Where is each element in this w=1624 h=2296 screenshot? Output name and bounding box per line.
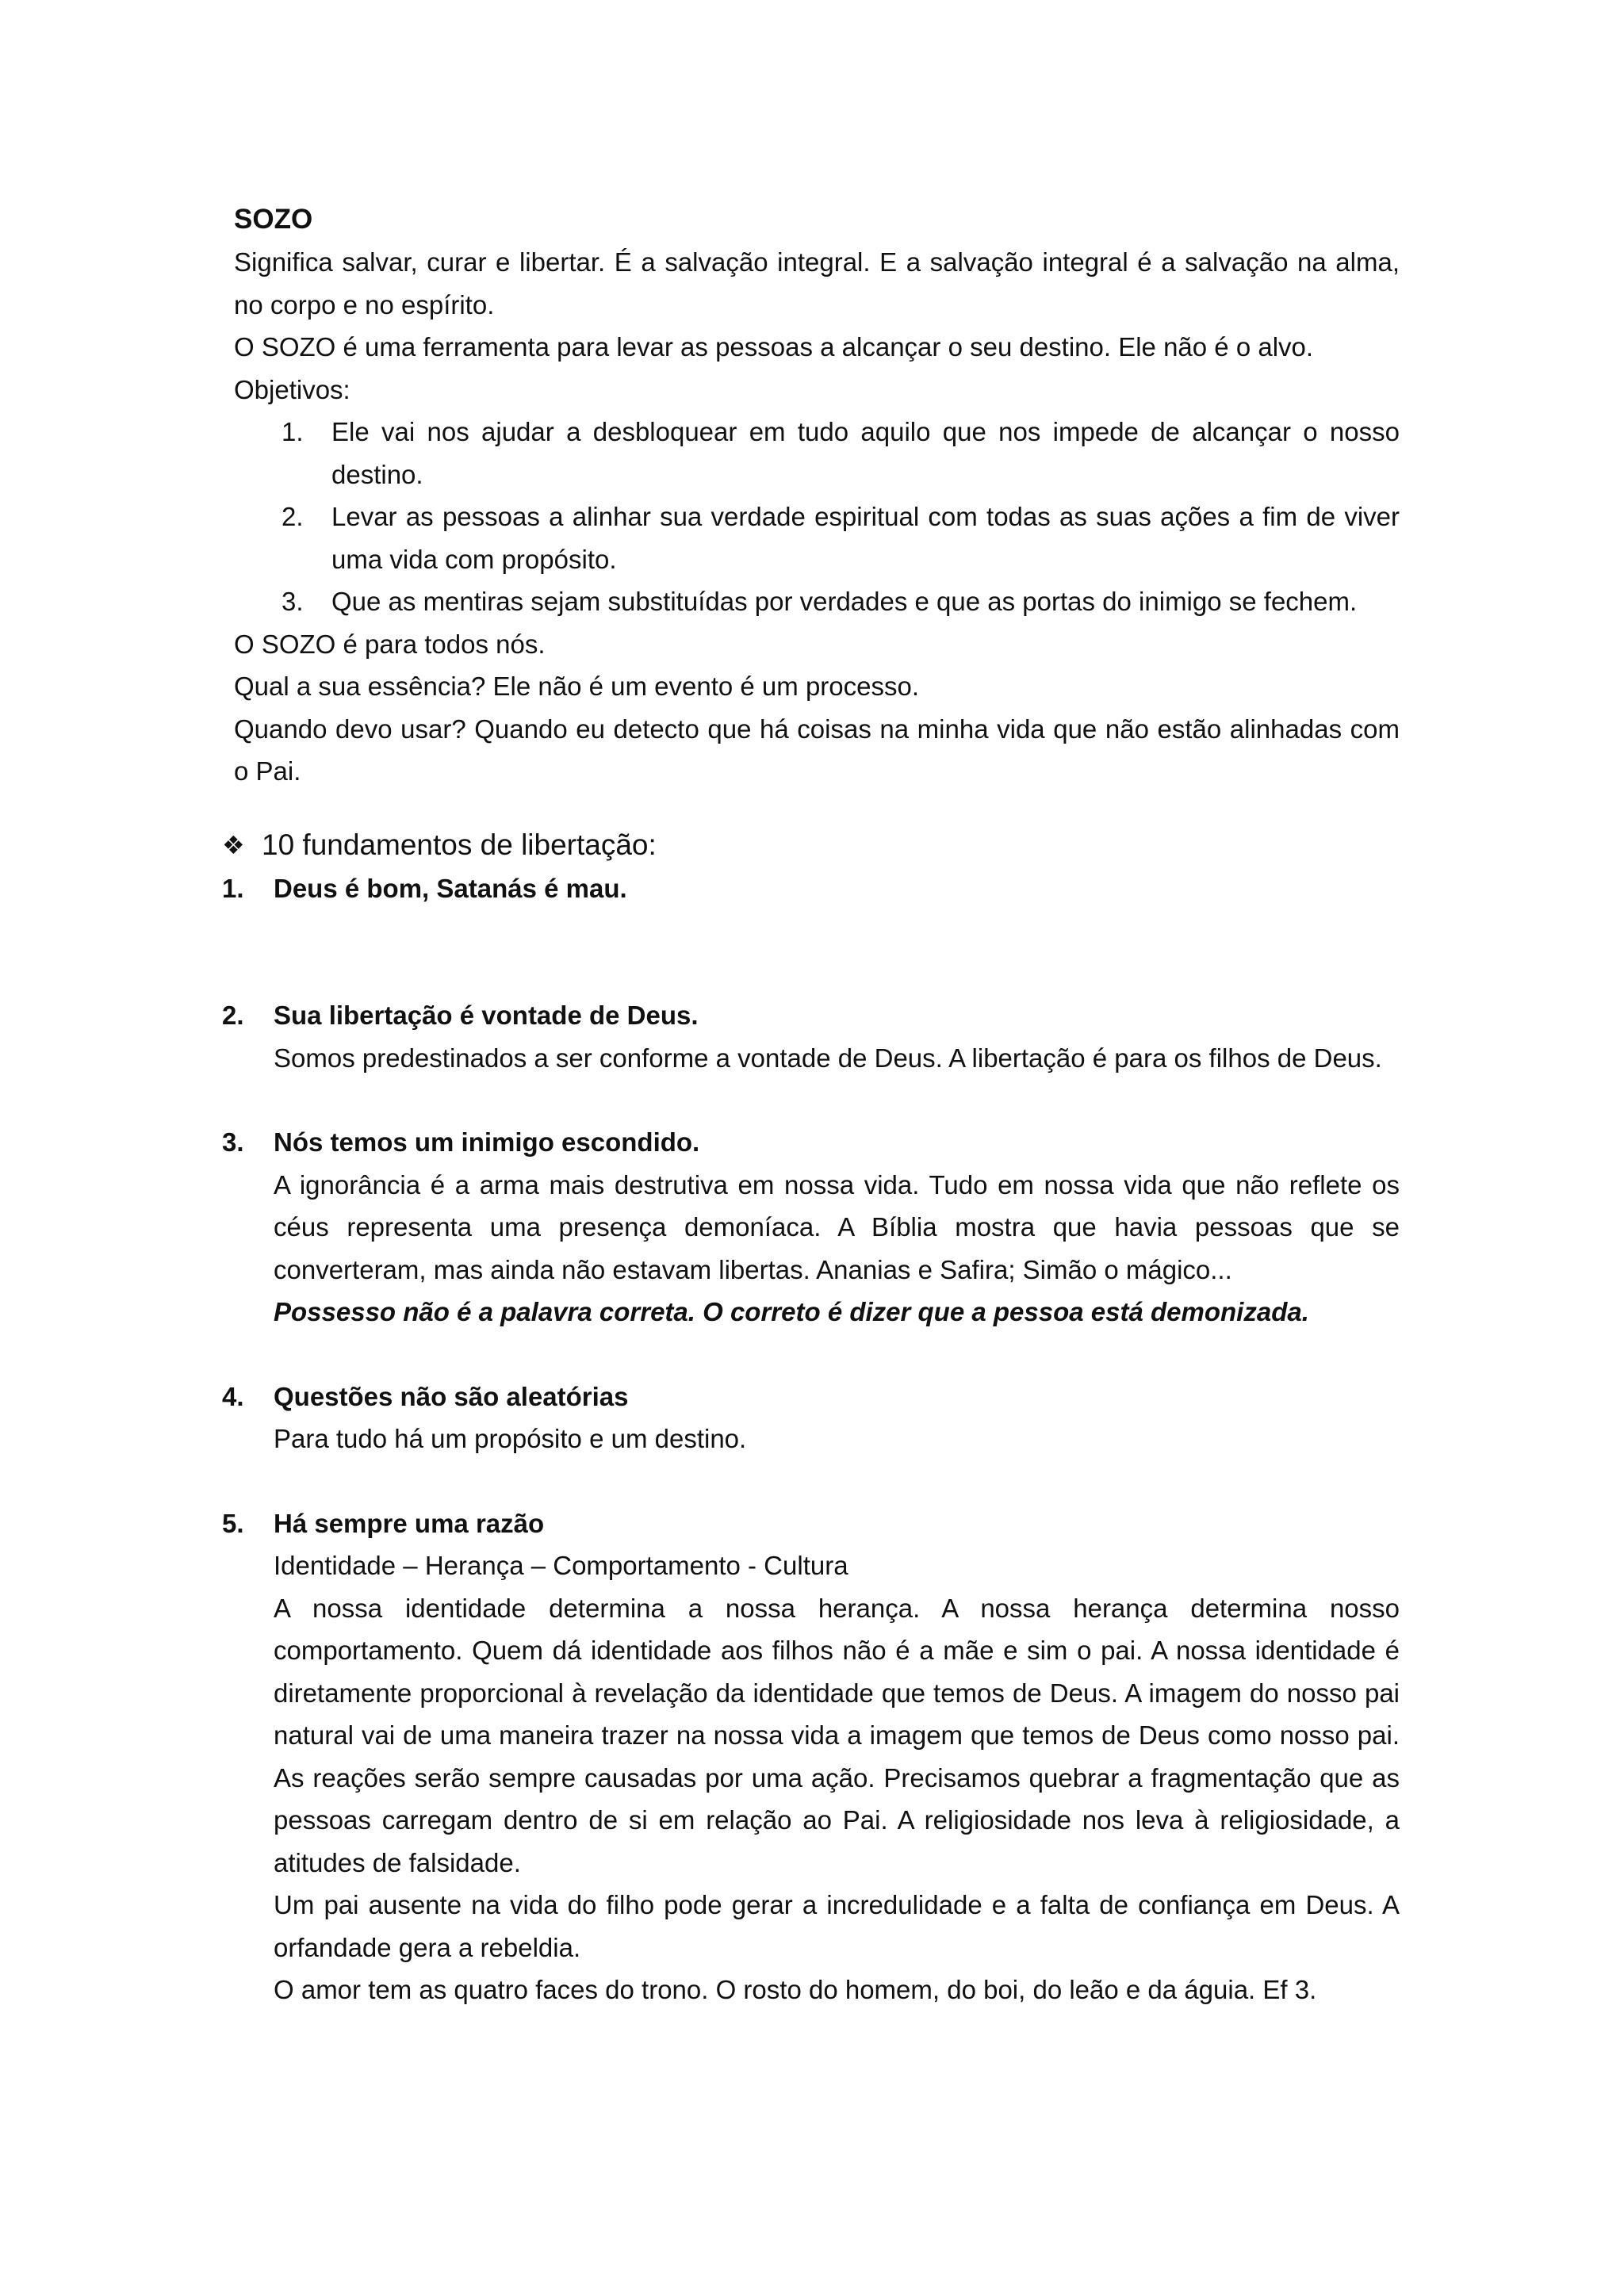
fundamento-item-5 <box>222 1502 1400 2011</box>
fundamento-number: 2. <box>222 1001 244 1030</box>
objective-text: Levar as pessoas a alinhar sua verdade espiritual com todas as suas ações a fim de viver uma vida com propósito. <box>331 502 1400 574</box>
fundamento-subtitle: Identidade – Herança – Comportamento - Cultura <box>274 1551 848 1580</box>
fundamento-heading: Sua libertação é vontade de Deus. <box>274 1001 699 1030</box>
objective-text: Que as mentiras sejam substituídas por verdades e que as portas do inimigo se fechem. <box>331 587 1358 616</box>
objective-number: 3. <box>282 587 304 616</box>
fundamento-body: O amor tem as quatro faces do trono. O rosto do homem, do boi, do leão e da águia. Ef 3. <box>274 1975 1317 2004</box>
fundamento-body: A nossa identidade determina a nossa herança. A nossa herança determina nosso comportamento. Quem dá identidade aos filhos não é a mãe e sim o pai. A nossa identidade é diretamente proporcional à revelação da identidade que temos de Deus. A imagem do nosso pai natural vai de uma maneira trazer na nossa vida a imagem que temos de Deus como nosso pai. As reações serão sempre causadas por uma ação. Precisamos quebrar a fragmentação que as pessoas carregam dentro de si em relação ao Pai. A religiosidade nos leva à religiosidade, a atitudes de falsidade. <box>274 1593 1400 1877</box>
fundamento-body: Um pai ausente na vida do filho pode gerar a incredulidade e a falta de confiança em Deus. A orfandade gera a rebeldia. <box>274 1890 1400 1962</box>
fundamento-heading: Questões não são aleatórias <box>274 1381 629 1411</box>
objective-item <box>234 496 1400 580</box>
fundamento-emphasis: Possesso não é a palavra correta. O correto é dizer que a pessoa está demonizada. <box>274 1297 1309 1326</box>
objective-item <box>234 580 1400 623</box>
objective-number: 2. <box>282 502 304 531</box>
fundamento-item-3 <box>222 1121 1400 1334</box>
fundamento-number: 1. <box>222 873 244 903</box>
objectives-list <box>234 411 1400 623</box>
fundamento-number: 4. <box>222 1381 244 1411</box>
fundamento-heading: Deus é bom, Satanás é mau. <box>274 873 627 903</box>
fundamento-item-1 <box>222 867 1400 910</box>
intro-paragraph-5: Quando devo usar? Quando eu detecto que há coisas na minha vida que não estão alinhadas com o Pai. <box>234 714 1400 786</box>
spacer <box>234 1334 1400 1376</box>
objective-number: 1. <box>282 417 304 446</box>
objectives-label: Objetivos: <box>234 374 350 404</box>
spacer <box>234 909 1400 994</box>
objective-text: Ele vai nos ajudar a desbloquear em tudo aquilo que nos impede de alcançar o nosso destino. <box>331 417 1400 489</box>
fundamento-heading: Há sempre uma razão <box>274 1508 545 1538</box>
document-title: SOZO <box>234 204 313 235</box>
fundamento-body: Para tudo há um propósito e um destino. <box>274 1424 747 1453</box>
section-heading <box>222 823 1400 867</box>
fundamento-body: A ignorância é a arma mais destrutiva em nossa vida. Tudo em nossa vida que não reflete os céus representa uma presença demoníaca. A Bíblia mostra que havia pessoas que se converteram, mas ainda não estavam libertas. Ananias e Safira; Simão o mágico... <box>274 1169 1400 1284</box>
fundamento-number: 5. <box>222 1508 244 1538</box>
fundamento-body: Somos predestinados a ser conforme a vontade de Deus. A libertação é para os filhos de Deus. <box>274 1043 1382 1073</box>
fundamento-heading: Nós temos um inimigo escondido. <box>274 1127 700 1157</box>
document-page <box>222 198 1400 2011</box>
fundamento-number: 3. <box>222 1127 244 1157</box>
intro-paragraph-2: O SOZO é uma ferramenta para levar as pessoas a alcançar o seu destino. Ele não é o alvo. <box>234 332 1314 362</box>
intro-paragraph-4: Qual a sua essência? Ele não é um evento é um processo. <box>234 672 920 701</box>
spacer <box>234 1079 1400 1121</box>
fundamento-item-4 <box>222 1376 1400 1460</box>
intro-paragraph-1: Significa salvar, curar e libertar. É a salvação integral. E a salvação integral é a salvação na alma, no corpo e no espírito. <box>234 247 1400 320</box>
spacer <box>234 1460 1400 1502</box>
diamond-bullet-icon: ❖ <box>222 830 245 859</box>
objective-item <box>234 411 1400 496</box>
fundamento-item-2 <box>222 994 1400 1079</box>
section-heading-text: 10 fundamentos de libertação: <box>262 828 657 861</box>
intro-paragraph-3: O SOZO é para todos nós. <box>234 629 546 659</box>
